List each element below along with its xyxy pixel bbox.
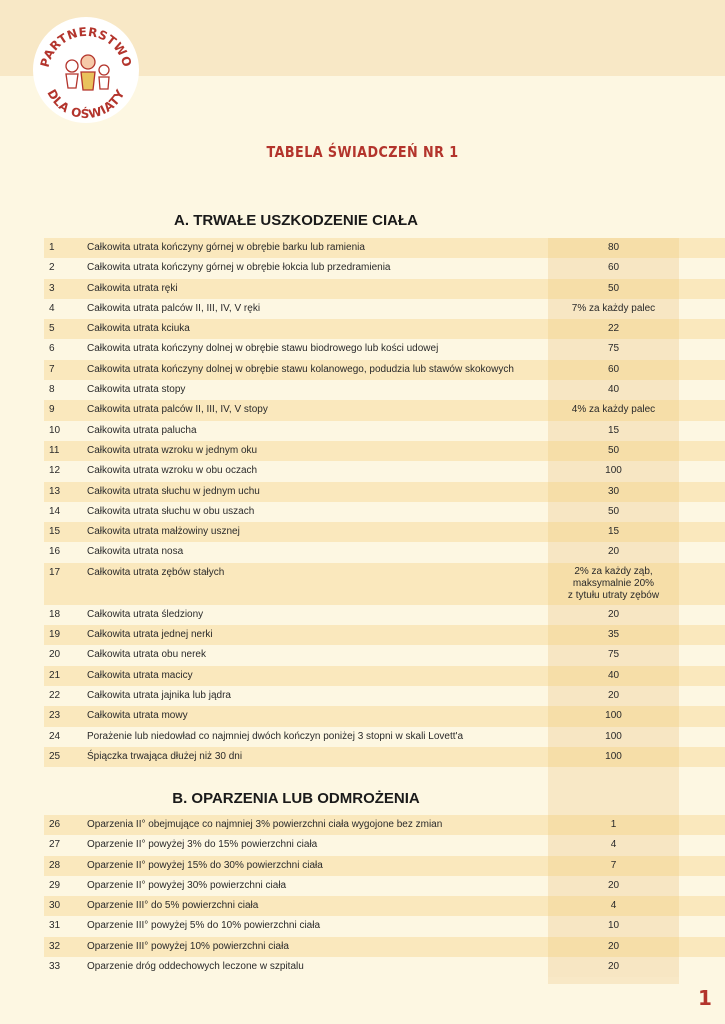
- table-row: [44, 400, 725, 420]
- table-row: [44, 380, 725, 400]
- row-main-cell: [44, 815, 548, 835]
- row-value: 75: [548, 339, 679, 359]
- row-number: 33: [49, 961, 61, 973]
- table-row: [44, 896, 725, 916]
- row-tail-cell: [679, 258, 725, 278]
- row-description: Oparzenie III° powyżej 5% do 10% powierzchni ciała: [87, 920, 321, 932]
- row-tail-cell: [679, 747, 725, 767]
- table-row: [44, 461, 725, 481]
- row-main-cell: [44, 319, 548, 339]
- row-main-cell: [44, 605, 548, 625]
- row-value: 15: [548, 522, 679, 542]
- row-value: 4% za każdy palec: [548, 400, 679, 420]
- logo-text-top: PARTNERSTWO: [37, 24, 135, 69]
- row-value: 50: [548, 502, 679, 522]
- row-value: 50: [548, 441, 679, 461]
- row-value: 75: [548, 645, 679, 665]
- table-row: [44, 645, 725, 665]
- row-main-cell: [44, 957, 548, 977]
- table-row: [44, 876, 725, 896]
- row-description: Oparzenie III° powyżej 10% powierzchni ciała: [87, 940, 289, 952]
- row-value: 20: [548, 876, 679, 896]
- row-description: Całkowita utrata słuchu w jednym uchu: [87, 485, 260, 497]
- row-number: 20: [49, 649, 61, 661]
- row-main-cell: [44, 727, 548, 747]
- row-tail-cell: [679, 686, 725, 706]
- row-main-cell: [44, 502, 548, 522]
- row-tail-cell: [679, 238, 725, 258]
- row-main-cell: [44, 258, 548, 278]
- section-b-table: [44, 815, 725, 977]
- row-description: Całkowita utrata palców II, III, IV, V ręki: [87, 302, 261, 314]
- row-main-cell: [44, 706, 548, 726]
- row-tail-cell: [679, 299, 725, 319]
- table-row: [44, 482, 725, 502]
- row-tail-cell: [679, 563, 725, 605]
- row-number: 18: [49, 608, 61, 620]
- row-number: 14: [49, 505, 61, 517]
- table-row: [44, 916, 725, 936]
- row-description: Śpiączka trwająca dłużej niż 30 dni: [87, 750, 243, 762]
- row-description: Oparzenie II° powyżej 3% do 15% powierzchni ciała: [87, 839, 318, 851]
- row-description: Całkowita utrata ręki: [87, 282, 178, 294]
- row-number: 30: [49, 900, 61, 912]
- table-row: [44, 339, 725, 359]
- logo-text-bottom: DLA OŚWIATY: [44, 86, 128, 122]
- row-main-cell: [44, 937, 548, 957]
- table-row: [44, 279, 725, 299]
- row-main-cell: [44, 522, 548, 542]
- row-tail-cell: [679, 279, 725, 299]
- row-tail-cell: [679, 319, 725, 339]
- section-b-heading: B. OPARZENIA LUB ODMROŻENIA: [172, 790, 420, 807]
- row-description: Całkowita utrata małżowiny usznej: [87, 526, 240, 538]
- row-description: Całkowita utrata kciuka: [87, 323, 190, 335]
- row-description: Całkowita utrata kończyny górnej w obrębie łokcia lub przedramienia: [87, 262, 391, 274]
- row-tail-cell: [679, 339, 725, 359]
- row-value: 100: [548, 747, 679, 767]
- row-tail-cell: [679, 502, 725, 522]
- document-title: TABELA ŚWIADCZEŃ NR 1: [266, 143, 459, 161]
- table-row: [44, 605, 725, 625]
- row-number: 21: [49, 669, 61, 681]
- row-number: 24: [49, 730, 61, 742]
- row-description: Całkowita utrata wzroku w obu oczach: [87, 465, 258, 477]
- row-value: 50: [548, 279, 679, 299]
- section-a-table: [44, 238, 725, 767]
- row-main-cell: [44, 542, 548, 562]
- row-number: 17: [49, 566, 61, 578]
- row-number: 22: [49, 689, 61, 701]
- row-number: 12: [49, 465, 61, 477]
- row-value: 100: [548, 727, 679, 747]
- row-tail-cell: [679, 605, 725, 625]
- table-row: [44, 706, 725, 726]
- row-tail-cell: [679, 625, 725, 645]
- row-number: 23: [49, 710, 61, 722]
- row-value: 20: [548, 542, 679, 562]
- row-main-cell: [44, 360, 548, 380]
- row-value: 4: [548, 835, 679, 855]
- row-tail-cell: [679, 896, 725, 916]
- row-tail-cell: [679, 957, 725, 977]
- row-main-cell: [44, 625, 548, 645]
- row-main-cell: [44, 339, 548, 359]
- row-description: Całkowita utrata macicy: [87, 669, 193, 681]
- row-number: 27: [49, 839, 61, 851]
- row-tail-cell: [679, 421, 725, 441]
- row-number: 29: [49, 879, 61, 891]
- row-main-cell: [44, 896, 548, 916]
- row-main-cell: [44, 461, 548, 481]
- row-value-line: z tytułu utraty zębów: [567, 589, 660, 601]
- table-row: [44, 502, 725, 522]
- table-row: [44, 360, 725, 380]
- table-row: [44, 727, 725, 747]
- row-description: Całkowita utrata zębów stałych: [87, 566, 225, 578]
- row-value: 20: [548, 957, 679, 977]
- row-tail-cell: [679, 916, 725, 936]
- row-main-cell: [44, 856, 548, 876]
- row-main-cell: [44, 482, 548, 502]
- row-number: 19: [49, 629, 61, 641]
- row-number: 9: [49, 404, 55, 416]
- row-number: 28: [49, 859, 61, 871]
- row-tail-cell: [679, 937, 725, 957]
- row-tail-cell: [679, 542, 725, 562]
- row-value: 20: [548, 605, 679, 625]
- row-description: Całkowita utrata palucha: [87, 424, 197, 436]
- row-value: 1: [548, 815, 679, 835]
- row-main-cell: [44, 876, 548, 896]
- row-number: 7: [49, 363, 55, 375]
- row-description: Całkowita utrata śledziony: [87, 608, 204, 620]
- row-number: 26: [49, 819, 61, 830]
- row-description: Całkowita utrata obu nerek: [87, 649, 206, 661]
- row-tail-cell: [679, 666, 725, 686]
- row-value: 10: [548, 916, 679, 936]
- section-a-heading: A. TRWAŁE USZKODZENIE CIAŁA: [174, 212, 418, 229]
- table-row: [44, 937, 725, 957]
- row-main-cell: [44, 563, 548, 605]
- row-description: Całkowita utrata palców II, III, IV, V stopy: [87, 404, 268, 416]
- row-tail-cell: [679, 360, 725, 380]
- row-value: 40: [548, 380, 679, 400]
- partnerstwo-logo: [32, 16, 140, 124]
- table-row: [44, 835, 725, 855]
- table-row: [44, 319, 725, 339]
- table-row: [44, 957, 725, 977]
- row-description: Oparzenie II° powyżej 30% powierzchni ciała: [87, 879, 287, 891]
- row-main-cell: [44, 380, 548, 400]
- row-number: 16: [49, 546, 61, 558]
- row-description: Całkowita utrata mowy: [87, 710, 188, 722]
- table-row: [44, 747, 725, 767]
- row-description: Całkowita utrata wzroku w jednym oku: [87, 444, 258, 456]
- row-value: 35: [548, 625, 679, 645]
- row-tail-cell: [679, 876, 725, 896]
- row-main-cell: [44, 916, 548, 936]
- row-value: 22: [548, 319, 679, 339]
- row-number: 1: [49, 242, 55, 253]
- row-tail-cell: [679, 461, 725, 481]
- row-value: 100: [548, 706, 679, 726]
- row-description: Całkowita utrata kończyny dolnej w obrębie stawu kolanowego, podudzia lub stawów skokowych: [87, 363, 514, 375]
- row-description: Całkowita utrata jednej nerki: [87, 629, 213, 641]
- table-row: [44, 522, 725, 542]
- row-tail-cell: [679, 727, 725, 747]
- table-row: [44, 421, 725, 441]
- table-row: [44, 686, 725, 706]
- row-main-cell: [44, 400, 548, 420]
- row-number: 11: [49, 444, 60, 456]
- table-row: [44, 563, 725, 605]
- row-main-cell: [44, 299, 548, 319]
- row-number: 5: [49, 323, 55, 335]
- row-number: 2: [49, 262, 55, 274]
- table-row: [44, 815, 725, 835]
- row-tail-cell: [679, 522, 725, 542]
- row-description: Oparzenie III° do 5% powierzchni ciała: [87, 900, 259, 912]
- row-tail-cell: [679, 441, 725, 461]
- row-number: 31: [49, 920, 61, 932]
- row-description: Całkowita utrata stopy: [87, 384, 186, 396]
- row-value: 40: [548, 666, 679, 686]
- table-row: [44, 441, 725, 461]
- row-value-line: maksymalnie 20%: [572, 577, 655, 589]
- row-tail-cell: [679, 856, 725, 876]
- row-number: 25: [49, 750, 61, 762]
- row-tail-cell: [679, 645, 725, 665]
- row-main-cell: [44, 421, 548, 441]
- row-value: 60: [548, 258, 679, 278]
- table-row: [44, 238, 725, 258]
- row-number: 13: [49, 485, 61, 497]
- row-description: Całkowita utrata nosa: [87, 546, 184, 558]
- row-tail-cell: [679, 815, 725, 835]
- row-number: 3: [49, 282, 55, 294]
- row-main-cell: [44, 238, 548, 258]
- row-value: [548, 563, 679, 605]
- row-main-cell: [44, 645, 548, 665]
- row-main-cell: [44, 835, 548, 855]
- row-value: 100: [548, 461, 679, 481]
- row-value: 15: [548, 421, 679, 441]
- row-value: 20: [548, 937, 679, 957]
- row-description: Porażenie lub niedowład co najmniej dwóch kończyn poniżej 3 stopni w skali Lovett'a: [87, 730, 464, 742]
- table-row: [44, 856, 725, 876]
- row-value: 60: [548, 360, 679, 380]
- row-tail-cell: [679, 380, 725, 400]
- row-number: 6: [49, 343, 55, 355]
- row-value: 80: [548, 238, 679, 258]
- row-main-cell: [44, 747, 548, 767]
- row-number: 8: [49, 384, 55, 396]
- row-description: Całkowita utrata kończyny górnej w obrębie barku lub ramienia: [87, 242, 365, 253]
- row-number: 10: [49, 424, 61, 436]
- row-main-cell: [44, 686, 548, 706]
- row-number: 32: [49, 940, 61, 952]
- row-description: Oparzenie dróg oddechowych leczone w szpitalu: [87, 961, 304, 973]
- row-value: 7: [548, 856, 679, 876]
- row-description: Całkowita utrata kończyny dolnej w obrębie stawu biodrowego lub kości udowej: [87, 343, 439, 355]
- row-value: 30: [548, 482, 679, 502]
- table-row: [44, 299, 725, 319]
- table-row: [44, 258, 725, 278]
- row-value-line: 2% za każdy ząb,: [574, 565, 653, 577]
- row-main-cell: [44, 666, 548, 686]
- row-tail-cell: [679, 482, 725, 502]
- row-tail-cell: [679, 400, 725, 420]
- row-description: Oparzenie II° powyżej 15% do 30% powierzchni ciała: [87, 859, 323, 871]
- row-number: 15: [49, 526, 61, 538]
- row-description: Całkowita utrata słuchu w obu uszach: [87, 505, 255, 517]
- row-tail-cell: [679, 835, 725, 855]
- row-value: 20: [548, 686, 679, 706]
- page-number: 1: [698, 986, 712, 1010]
- row-value: 4: [548, 896, 679, 916]
- table-row: [44, 542, 725, 562]
- row-main-cell: [44, 441, 548, 461]
- row-tail-cell: [679, 706, 725, 726]
- table-row: [44, 666, 725, 686]
- table-row: [44, 625, 725, 645]
- row-description: Oparzenia II° obejmujące co najmniej 3% powierzchni ciała wygojone bez zmian: [87, 819, 443, 830]
- row-value: 7% za każdy palec: [548, 299, 679, 319]
- row-main-cell: [44, 279, 548, 299]
- row-number: 4: [49, 302, 55, 314]
- row-description: Całkowita utrata jajnika lub jądra: [87, 689, 231, 701]
